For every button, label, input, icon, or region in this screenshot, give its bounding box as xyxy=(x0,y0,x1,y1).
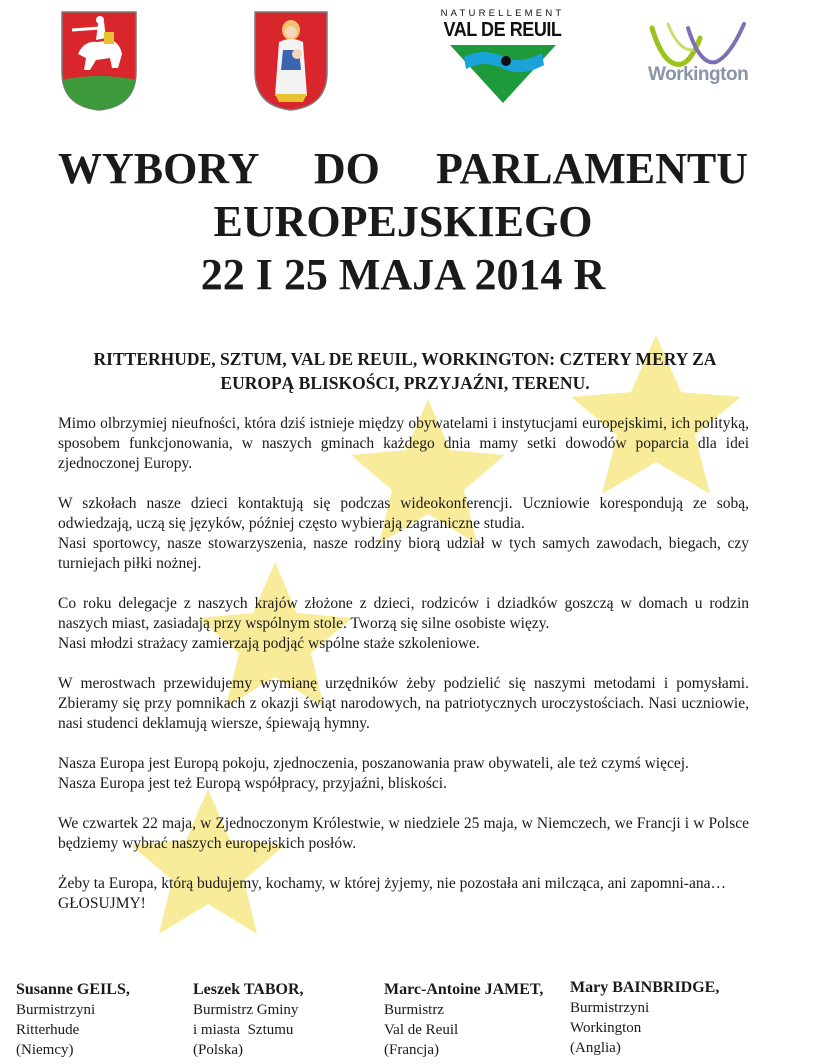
paragraph-text: Mimo olbrzymiej nieufności, która dziś istnieje między obywatelami i instytucjami europejskimi, ich polityką, sposobem funkcjonowania, w naszych gminach każdego dnia mamy setki dowodów poparcia dla idei zjednoczonej Europy. xyxy=(58,415,749,472)
ritterhude-coat-of-arms-icon xyxy=(60,10,138,112)
signatory-place: Ritterhude xyxy=(16,1022,80,1038)
signature-block xyxy=(16,980,130,1060)
signature-block xyxy=(384,980,543,1060)
signatory-place: Workington xyxy=(570,1020,642,1036)
paragraph xyxy=(58,754,749,794)
paragraph xyxy=(58,674,749,734)
title-line: WYBORY DO PARLAMENTU xyxy=(58,144,748,193)
logo-wordmark: VAL DE REUIL xyxy=(443,19,562,41)
call-to-action: GŁOSUJMY! xyxy=(58,895,146,912)
paragraph-text: Nasza Europa jest też Europą współpracy, przyjaźni, bliskości. xyxy=(58,775,447,792)
paragraph-text: Co roku delegacje z naszych krajów złożone z dzieci, rodziców i dziadków goszczą w domach u rodzin naszych miast, zasiadają przy wspólnym stole. Tworzą się silne osobiste więzy. xyxy=(58,595,749,632)
val-de-reuil-logo xyxy=(430,8,575,105)
signature-block xyxy=(193,980,304,1060)
signatory-country: (Niemcy) xyxy=(16,1042,74,1058)
signatures xyxy=(16,980,815,1064)
signature-block xyxy=(570,978,719,1058)
signatory-name: Susanne GEILS, xyxy=(16,981,130,998)
signatory-country: (Anglia) xyxy=(570,1040,621,1056)
signatory-name: Marc-Antoine JAMET, xyxy=(384,981,544,998)
paragraph-text: Nasi sportowcy, nasze stowarzyszenia, nasze rodziny biorą udział w tych samych zawodach, biegach, czy turniejach piłki nożnej. xyxy=(58,535,749,572)
paragraph-text: Nasza Europa jest Europą pokoju, zjednoczenia, poszanowania praw obywateli, ale też czymś więcej. xyxy=(58,755,689,772)
paragraph xyxy=(58,414,749,474)
paragraph-text: W szkołach nasze dzieci kontaktują się podczas wideokonferencji. Uczniowie korespondują ze sobą, odwiedzają, uczą się języków, później często wybierają zagraniczne studia. xyxy=(58,495,749,532)
signatory-role: Burmistrzyni xyxy=(16,1002,96,1018)
signatory-name: Leszek TABOR, xyxy=(193,981,304,998)
workington-swoosh-icon xyxy=(648,20,748,68)
signatory-role: Burmistrz xyxy=(384,1002,444,1018)
page-title xyxy=(58,142,748,301)
paragraph xyxy=(58,494,749,574)
signatory-role: Burmistrzyni xyxy=(570,1000,650,1016)
paragraph-text: We czwartek 22 maja, w Zjednoczonym Królestwie, w niedziele 25 maja, w Niemczech, we Francji i w Polsce będziemy wybrać naszych europejskich posłów. xyxy=(58,815,749,852)
paragraph-text: Żeby ta Europa, którą budujemy, kochamy, w której żyjemy, nie pozostała ani milcząca, ani zapomni-ana… xyxy=(58,875,726,892)
signatory-role: Burmistrz Gminy xyxy=(193,1002,299,1018)
paragraph xyxy=(58,814,749,854)
triangle-emblem-icon xyxy=(448,43,558,105)
paragraph xyxy=(58,594,749,654)
signatory-country: (Francja) xyxy=(384,1042,439,1058)
sztum-coat-of-arms-icon xyxy=(253,10,329,112)
signatory-place: Val de Reuil xyxy=(384,1022,459,1038)
title-line: 22 I 25 MAJA 2014 R xyxy=(200,250,606,299)
signatory-country: (Polska) xyxy=(193,1042,243,1058)
logo-tagline: NATURELLEMENT xyxy=(440,8,565,19)
signatory-place: i miasta Sztumu xyxy=(193,1022,294,1038)
subtitle: RITTERHUDE, SZTUM, VAL DE REUIL, WORKINGTON: CZTERY MERY ZA EUROPĄ BLISKOŚCI, PRZYJAŹNI, TERENU. xyxy=(93,349,717,393)
letter-body xyxy=(58,414,749,914)
title-line: EUROPEJSKIEGO xyxy=(213,197,593,246)
paragraph-text: W merostwach przewidujemy wymianę urzędników żeby podzielić się naszymi metodami i pomysłami. Zbieramy się przy pomnikach z okazji świąt narodowych, na patriotycznych uroczystościach. Nasi uczniowie, nasi studenci deklamują wiersze, śpiewają hymny. xyxy=(58,675,749,732)
paragraph-text: Nasi młodzi strażacy zamierzają podjąć wspólne staże szkoleniowe. xyxy=(58,635,480,652)
logo-row xyxy=(0,0,815,115)
paragraph xyxy=(58,874,749,914)
signatory-name: Mary BAINBRIDGE, xyxy=(570,979,720,996)
workington-logo xyxy=(648,20,748,86)
logo-wordmark: Workington xyxy=(648,64,749,85)
